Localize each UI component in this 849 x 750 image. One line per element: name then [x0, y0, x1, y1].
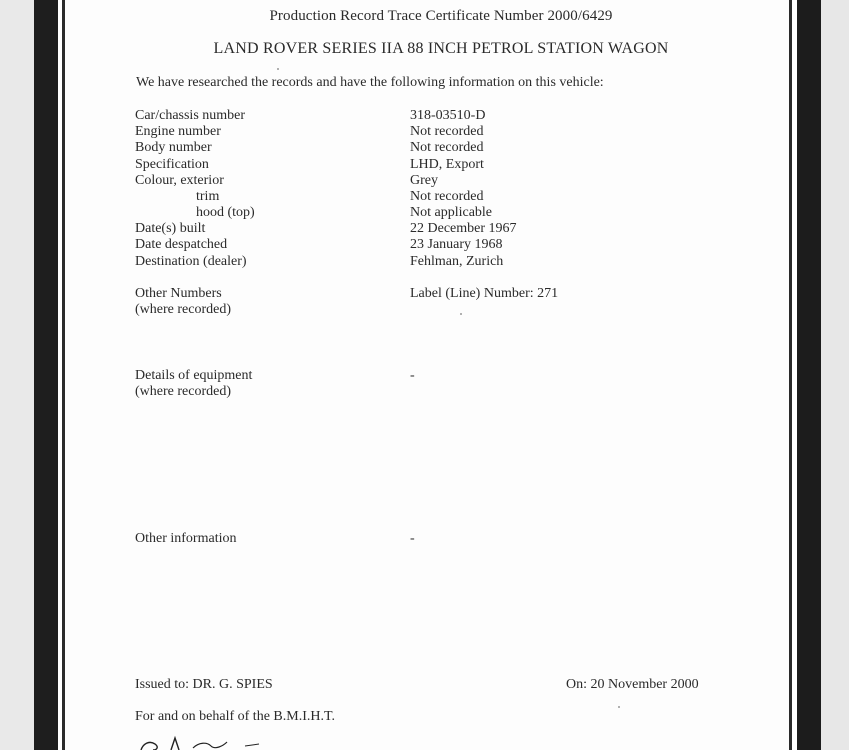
date-built-value: 22 December 1967	[410, 221, 517, 236]
equipment-sublabel: (where recorded)	[135, 384, 231, 399]
chassis-number-label: Car/chassis number	[135, 108, 246, 123]
engine-number-label: Engine number	[135, 124, 221, 139]
page-margin-left	[0, 0, 34, 750]
border-line-right	[789, 0, 792, 750]
trim-value: Not recorded	[410, 189, 484, 204]
colour-exterior-label: Colour, exterior	[135, 173, 224, 188]
page-margin-right	[821, 0, 849, 750]
issued-date: On: 20 November 2000	[566, 677, 699, 692]
date-despatched-value: 23 January 1968	[410, 237, 503, 252]
stray-mark	[277, 68, 279, 70]
other-numbers-label: Other Numbers	[135, 286, 222, 301]
border-bar-left	[34, 0, 58, 750]
stray-mark	[460, 313, 462, 315]
vehicle-title: LAND ROVER SERIES IIA 88 INCH PETROL STATION WAGON	[213, 40, 669, 57]
hood-value: Not applicable	[410, 205, 493, 220]
border-bar-right	[797, 0, 821, 750]
hood-label: hood (top)	[196, 205, 255, 220]
stray-mark	[618, 706, 620, 708]
engine-number-value: Not recorded	[410, 124, 484, 139]
behalf-text: For and on behalf of the B.M.I.H.T.	[135, 709, 335, 724]
destination-label: Destination (dealer)	[135, 254, 247, 269]
equipment-value: -	[410, 368, 415, 383]
signature	[135, 734, 285, 750]
specification-label: Specification	[135, 157, 209, 172]
date-built-label: Date(s) built	[135, 221, 206, 236]
body-number-label: Body number	[135, 140, 212, 155]
other-information-label: Other information	[135, 531, 237, 546]
equipment-label: Details of equipment	[135, 368, 253, 383]
specification-value: LHD, Export	[410, 157, 484, 172]
trim-label: trim	[196, 189, 220, 204]
certificate-title: Production Record Trace Certificate Number 2000/6429	[269, 8, 613, 24]
other-numbers-sublabel: (where recorded)	[135, 302, 231, 317]
colour-exterior-value: Grey	[410, 173, 438, 188]
other-information-value: -	[410, 531, 415, 546]
date-despatched-label: Date despatched	[135, 237, 228, 252]
chassis-number-value: 318-03510-D	[410, 108, 486, 123]
destination-value: Fehlman, Zurich	[410, 254, 504, 269]
issued-to: Issued to: DR. G. SPIES	[135, 677, 273, 692]
intro-text: We have researched the records and have the following information on this vehicle:	[136, 75, 604, 90]
other-numbers-value: Label (Line) Number: 271	[410, 286, 559, 301]
body-number-value: Not recorded	[410, 140, 484, 155]
